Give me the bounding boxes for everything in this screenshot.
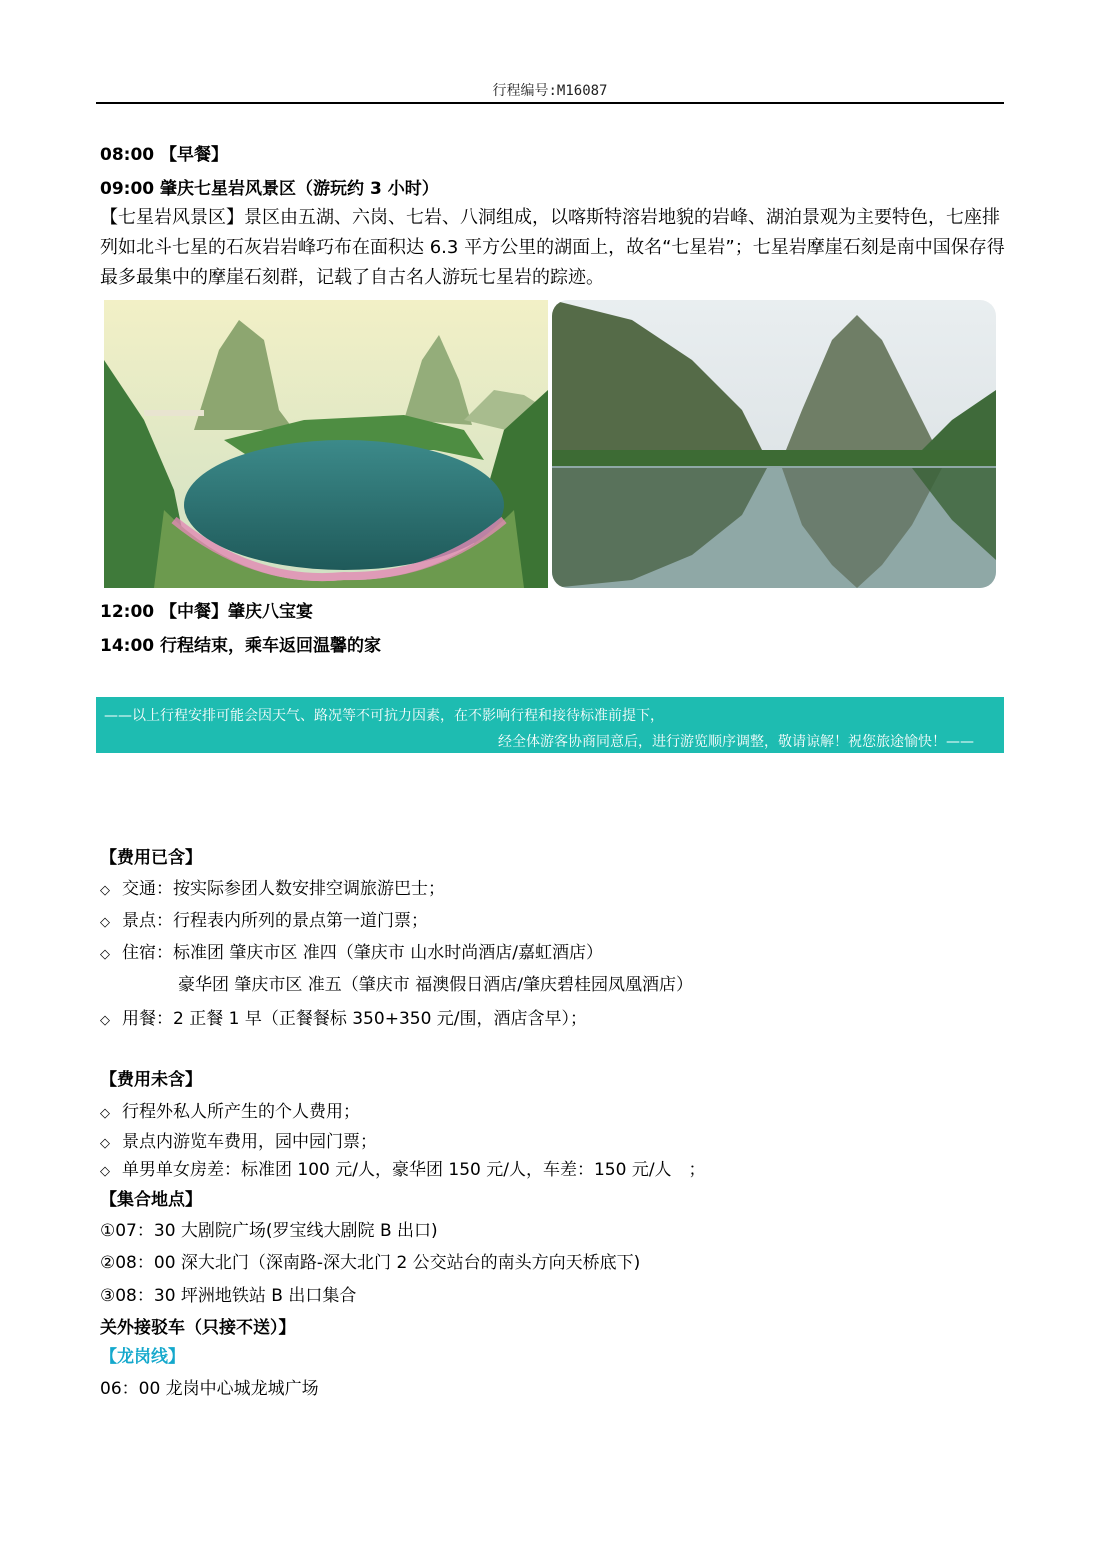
diamond-bullet-icon: ◇ [100, 883, 110, 898]
scenic-description: 【七星岩风景区】景区由五湖、六岗、七岩、八洞组成，以喀斯特溶岩地貌的岩峰、湖泊景观为主要特色，七座排列如北斗七星的石灰岩岩峰巧布在面积达 6.3 平方公里的湖面上，故名“七星岩”；七星岩摩崖石刻是南中国保存得最多最集中的摩崖石刻群，记载了自古名人游玩七星岩的踪迹。 [100, 207, 1005, 288]
fee-item-continued: 豪华团 肇庆市区 准五（肇庆市 福澳假日酒店/肇庆碧桂园凤凰酒店） [178, 975, 693, 995]
diamond-bullet-icon: ◇ [100, 947, 110, 962]
lake-photo-right [552, 300, 996, 588]
notice-line-1: ——以上行程安排可能会因天气、路况等不可抗力因素，在不影响行程和接待标准前提下， [104, 708, 664, 724]
fees-included-title: 【费用已含】 [100, 848, 202, 868]
shuttle-title: 关外接驳车（只接不送）】 [100, 1318, 296, 1338]
header-divider [96, 102, 1004, 104]
excluded-item: ◇ 景点内游览车费用，园中园门票； [100, 1132, 377, 1152]
excluded-item: ◇ 行程外私人所产生的个人费用； [100, 1102, 360, 1122]
fee-item: ◇ 用餐：2 正餐 1 早（正餐餐标 350+350 元/围，酒店含早）； [100, 1009, 588, 1029]
diamond-bullet-icon: ◇ [100, 1164, 110, 1179]
tour-end-line: 14:00 行程结束，乘车返回温馨的家 [100, 636, 382, 656]
fee-item: ◇ 住宿：标准团 肇庆市区 准四（肇庆市 山水时尚酒店/嘉虹酒店） [100, 943, 603, 963]
diamond-bullet-icon: ◇ [100, 1106, 110, 1121]
lunch-line: 12:00 【中餐】肇庆八宝宴 [100, 602, 314, 622]
meeting-point: ①07：30 大剧院广场(罗宝线大剧院 B 出口) [100, 1221, 438, 1241]
fee-item: ◇ 交通：按实际参团人数安排空调旅游巴士； [100, 879, 445, 899]
fees-excluded-title: 【费用未含】 [100, 1070, 202, 1090]
lake-photo-left [104, 300, 548, 588]
breakfast-line: 08:00 【早餐】 [100, 145, 229, 165]
diamond-bullet-icon: ◇ [100, 1136, 110, 1151]
notice-banner [96, 697, 1004, 753]
diamond-bullet-icon: ◇ [100, 1013, 110, 1028]
meeting-point: ③08：30 坪洲地铁站 B 出口集合 [100, 1286, 357, 1306]
longgang-line-title: 【龙岗线】 [100, 1347, 185, 1367]
meeting-point: ②08：00 深大北门（深南路-深大北门 2 公交站台的南头方向天桥底下) [100, 1253, 641, 1273]
notice-line-2: 经全体游客协商同意后，进行游览顺序调整，敬请谅解！祝您旅途愉快！—— [498, 734, 974, 750]
meeting-title: 【集合地点】 [100, 1190, 202, 1210]
fee-item: ◇ 景点：行程表内所列的景点第一道门票； [100, 911, 428, 931]
excluded-item: ◇ 单男单女房差：标准团 100 元/人，豪华团 150 元/人，车差：150 元/人 ； [100, 1160, 706, 1180]
diamond-bullet-icon: ◇ [100, 915, 110, 930]
scenic-spot-line: 09:00 肇庆七星岩风景区（游玩约 3 小时） [100, 179, 439, 199]
itinerary-code: 行程编号:M16087 [492, 83, 608, 99]
shuttle-stop: 06：00 龙岗中心城龙城广场 [100, 1379, 319, 1399]
